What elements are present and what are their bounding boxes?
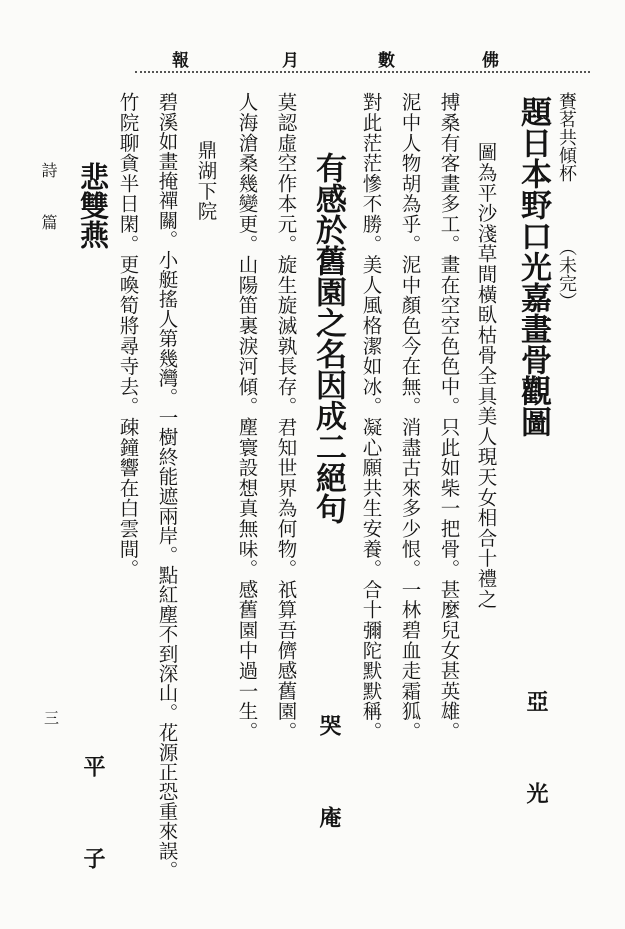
poem-line: 碧溪如畫掩禪關。小艇搖人第幾灣。一樹終能遮兩岸。點紅塵不到深山。花源正恐重來誤。 — [155, 92, 179, 880]
header-rule — [135, 71, 590, 73]
poem-title: 悲雙燕 — [76, 162, 110, 249]
poem-author: 哭 庵 — [316, 714, 342, 852]
continued-note: （未完） — [556, 238, 577, 310]
header-char-fo: 佛 — [482, 51, 500, 71]
poem-title: 有感於舊園之名因成二絕句 — [310, 152, 346, 524]
poem-line: 竹院聊貪半日閑。更喚筍將尋寺去。疎鐘響在白雲間。 — [116, 92, 140, 580]
poem-line: 泥中人物胡為乎。泥中顏色今在無。消盡古來多少恨。一林碧血走霜狐。 — [398, 92, 422, 742]
poem-line: 人海滄桑幾變更。山陽笛裏淚河傾。塵寰設想真無味。感舊園中過一生。 — [235, 92, 259, 742]
poem-line: 搏桑有客畫多工。畫在空空色色中。只此如柴一把骨。甚麼兒女甚英雄。 — [437, 92, 461, 742]
poem-preface: 圖為平沙淺草間橫臥枯骨全具美人現天女相合十禮之 — [474, 142, 498, 609]
poem-author: 亞 光 — [523, 690, 549, 828]
previous-poem-ending: 賚茗共傾杯 — [556, 92, 577, 182]
header-char-yue: 月 — [282, 51, 300, 71]
poem-title: 題日本野口光嘉畫骨觀圖 — [515, 96, 551, 437]
poem-line: 對此茫茫慘不勝。美人風格潔如冰。凝心願共生安養。合十彌陀默默稱。 — [359, 92, 383, 742]
header-char-shu: 數 — [378, 51, 396, 71]
poem-title: 鼎湖下院 — [194, 140, 218, 222]
running-header — [140, 40, 590, 70]
header-char-bao: 報 — [172, 51, 190, 71]
poem-author: 平 子 — [80, 755, 106, 893]
poem-line: 莫認虛空作本元。旋生旋滅孰長存。君知世界為何物。祇算吾儕感舊園。 — [274, 92, 298, 742]
page-number: 三 — [44, 709, 60, 727]
section-label: 詩 篇 — [39, 162, 58, 240]
